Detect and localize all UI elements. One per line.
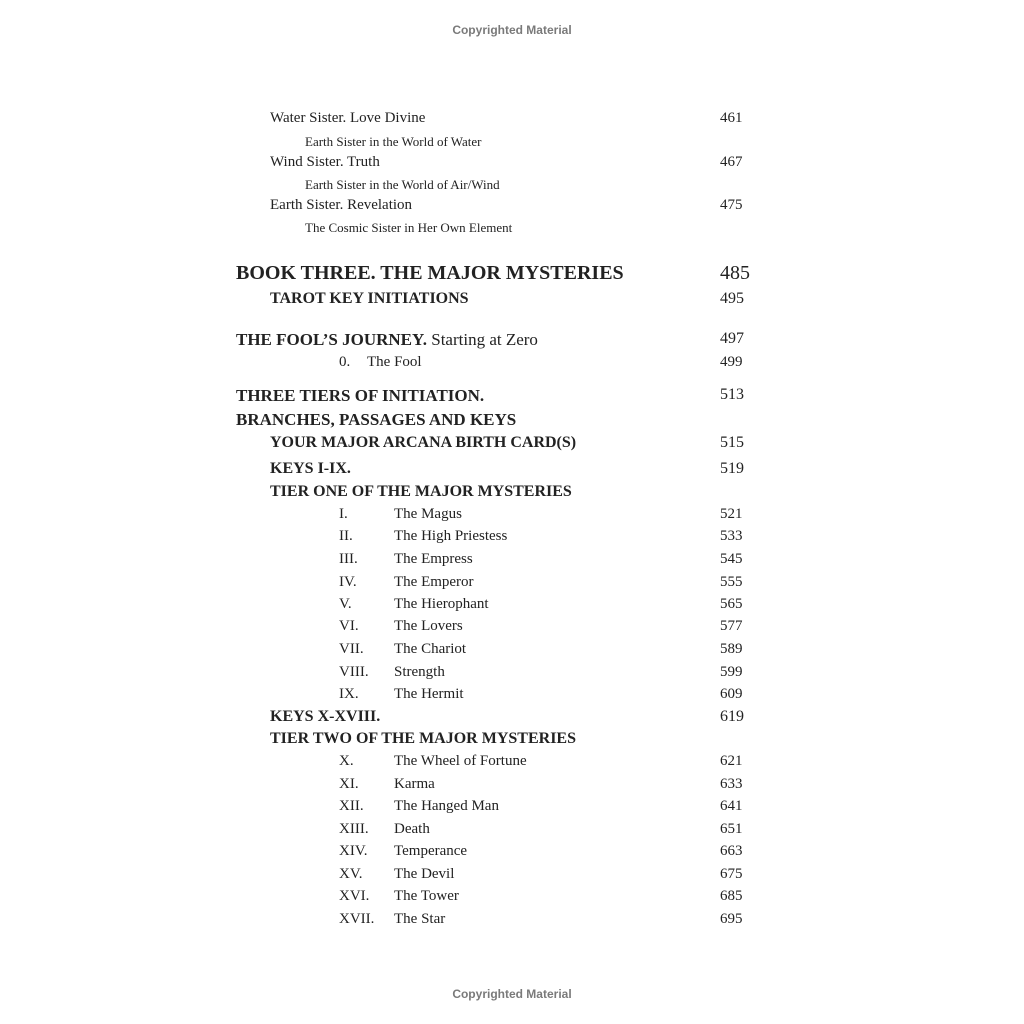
toc-entry-page: 633 [720, 776, 743, 792]
book-title: BOOK THREE. THE MAJOR MYSTERIES [236, 262, 624, 284]
toc-entry-page: 619 [720, 708, 744, 725]
toc-entry-page: 621 [720, 753, 743, 769]
toc-entry-title: TAROT KEY INITIATIONS [270, 290, 469, 307]
toc-key-entry[interactable] [0, 821, 1024, 845]
toc-entry-page: 519 [720, 460, 744, 477]
toc-entry-page: 467 [720, 154, 743, 170]
key-number: XIII. [339, 821, 369, 837]
toc-section-heading[interactable] [0, 330, 1024, 354]
toc-entry-page: 599 [720, 664, 743, 680]
toc-entry-title: Water Sister. Love Divine [270, 110, 426, 126]
tier-title: TIER TWO OF THE MAJOR MYSTERIES [270, 730, 576, 747]
toc-key-entry[interactable] [0, 596, 1024, 620]
toc-section-heading-continued [0, 410, 1024, 434]
toc-entry-title: KEYS X-XVIII. [270, 708, 381, 725]
toc-entry[interactable] [0, 110, 1024, 134]
toc-entry-title: KEYS I-IX. [270, 460, 351, 477]
key-number: XI. [339, 776, 359, 792]
key-number: X. [339, 753, 354, 769]
book-page: 485 [720, 262, 750, 284]
toc-entry[interactable] [0, 197, 1024, 221]
toc-entry-page: 475 [720, 197, 743, 213]
toc-key-entry[interactable] [0, 888, 1024, 912]
key-title: The Devil [394, 866, 455, 882]
toc-entry-page: 555 [720, 574, 743, 590]
toc-entry-page: 565 [720, 596, 743, 612]
key-number: XVII. [339, 911, 375, 927]
toc-subentry-title: The Cosmic Sister in Her Own Element [305, 220, 513, 235]
key-number: XIV. [339, 843, 368, 859]
toc-entry-title: Earth Sister. Revelation [270, 197, 413, 213]
copyright-watermark-top: Copyrighted Material [452, 23, 572, 37]
key-title: Death [394, 821, 430, 837]
toc-entry-page: 545 [720, 551, 743, 567]
toc-entry-page: 589 [720, 641, 743, 657]
toc-entry-page: 461 [720, 110, 743, 126]
key-title: The Fool [367, 354, 422, 370]
key-number: IV. [339, 574, 357, 590]
toc-entry-page: 497 [720, 330, 744, 347]
toc-key-entry[interactable] [0, 574, 1024, 598]
toc-key-entry[interactable] [0, 506, 1024, 530]
toc-subheading [0, 483, 1024, 507]
toc-entry[interactable] [0, 460, 1024, 484]
toc-entry[interactable] [0, 708, 1024, 732]
toc-entry-page: 641 [720, 798, 743, 814]
toc-key-entry[interactable] [0, 354, 1024, 378]
toc-entry-page: 685 [720, 888, 743, 904]
toc-key-entry[interactable] [0, 641, 1024, 665]
toc-entry-page: 609 [720, 686, 743, 702]
toc-key-entry[interactable] [0, 911, 1024, 935]
toc-entry-page: 495 [720, 290, 744, 307]
key-title: Temperance [394, 843, 468, 859]
toc-entry-page: 675 [720, 866, 743, 882]
toc-key-entry[interactable] [0, 776, 1024, 800]
key-number: V. [339, 596, 352, 612]
toc-subheading [0, 730, 1024, 754]
toc-subentry-title: Earth Sister in the World of Air/Wind [305, 177, 500, 192]
toc-entry-page: 533 [720, 528, 743, 544]
key-number: VIII. [339, 664, 369, 680]
toc-subentry [0, 220, 1024, 244]
key-title: The Hierophant [394, 596, 489, 612]
section-title: THREE TIERS OF INITIATION. [236, 386, 485, 405]
toc-entry-page: 577 [720, 618, 743, 634]
key-number: I. [339, 506, 348, 522]
toc-entry-page: 499 [720, 354, 743, 370]
section-title-rest: Starting at Zero [426, 330, 538, 349]
tier-title: TIER ONE OF THE MAJOR MYSTERIES [270, 483, 572, 500]
key-number: XV. [339, 866, 363, 882]
toc-key-entry[interactable] [0, 618, 1024, 642]
toc-entry[interactable] [0, 290, 1024, 314]
key-title: The Wheel of Fortune [394, 753, 527, 769]
toc-subentry-title: Earth Sister in the World of Water [305, 134, 482, 149]
toc-entry-page: 515 [720, 434, 744, 451]
toc-entry-page: 663 [720, 843, 743, 859]
key-number: VI. [339, 618, 359, 634]
toc-key-entry[interactable] [0, 551, 1024, 575]
toc-key-entry[interactable] [0, 866, 1024, 890]
toc-entry-title: YOUR MAJOR ARCANA BIRTH CARD(S) [270, 434, 577, 451]
toc-key-entry[interactable] [0, 528, 1024, 552]
toc-entry-page: 695 [720, 911, 743, 927]
copyright-watermark-bottom: Copyrighted Material [452, 987, 572, 1001]
section-title-line2: BRANCHES, PASSAGES AND KEYS [236, 410, 517, 429]
toc-entry[interactable] [0, 434, 1024, 458]
key-number: IX. [339, 686, 359, 702]
key-number: II. [339, 528, 353, 544]
key-number: XII. [339, 798, 364, 814]
toc-entry-page: 651 [720, 821, 743, 837]
toc-entry-page: 513 [720, 386, 744, 403]
toc-book-heading[interactable] [0, 262, 1024, 290]
toc-key-entry[interactable] [0, 753, 1024, 777]
key-number: III. [339, 551, 358, 567]
section-title-bold: THE FOOL’S JOURNEY. [236, 330, 427, 349]
key-title: The Star [394, 911, 446, 927]
key-title: The Emperor [394, 574, 474, 590]
key-title: The Hermit [394, 686, 464, 702]
key-title: Karma [394, 776, 435, 792]
toc-entry-page: 521 [720, 506, 743, 522]
toc-key-entry[interactable] [0, 664, 1024, 688]
key-title: Strength [394, 664, 445, 680]
key-title: The Tower [394, 888, 459, 904]
key-number: XVI. [339, 888, 370, 904]
key-title: The Hanged Man [394, 798, 499, 814]
toc-entry-title: Wind Sister. Truth [270, 154, 380, 170]
key-title: The High Priestess [394, 528, 508, 544]
key-title: The Lovers [394, 618, 463, 634]
key-title: The Empress [394, 551, 473, 567]
toc-key-entry[interactable] [0, 843, 1024, 867]
toc-section-heading[interactable] [0, 386, 1024, 410]
key-number: VII. [339, 641, 364, 657]
toc-key-entry[interactable] [0, 798, 1024, 822]
key-title: The Chariot [394, 641, 467, 657]
toc-entry[interactable] [0, 154, 1024, 178]
toc-key-entry[interactable] [0, 686, 1024, 710]
key-number: 0. [339, 354, 351, 370]
key-title: The Magus [394, 506, 462, 522]
section-title [236, 330, 538, 350]
